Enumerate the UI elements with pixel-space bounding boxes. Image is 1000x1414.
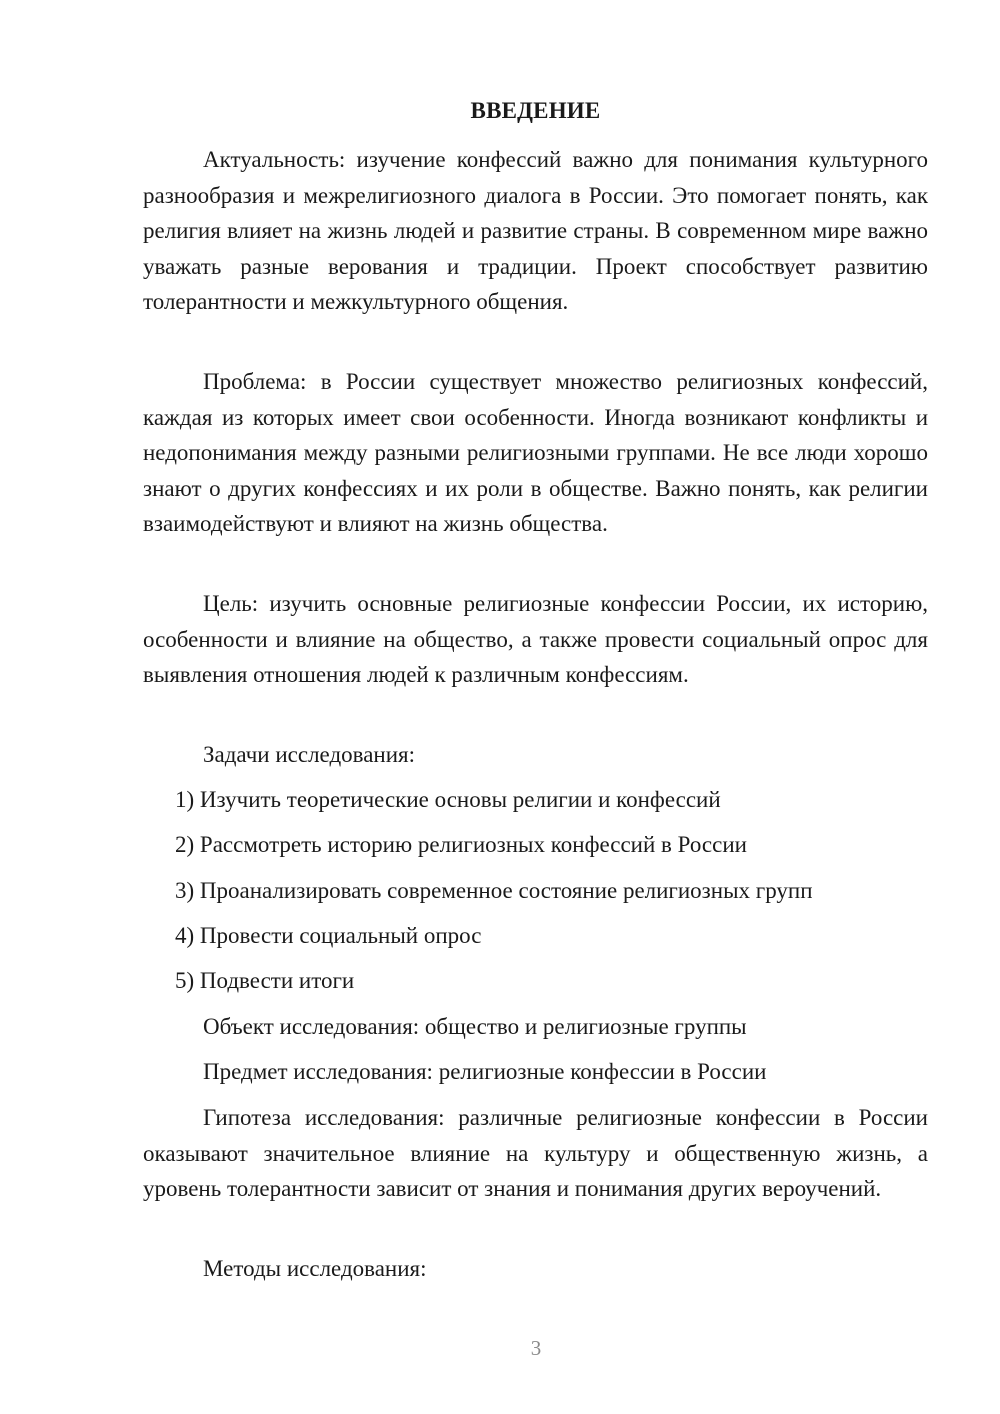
paragraph-methods: Методы исследования: — [203, 1256, 427, 1281]
paragraph-hypothesis: Гипотеза исследования: различные религиозные конфессии в России оказывают значительное влияние на культуру и общественную жизнь, а уровень толерантности зависит от знания и понимания других вероучений. — [143, 1105, 928, 1201]
tasks-heading: Задачи исследования: — [203, 742, 416, 767]
paragraph-subject: Предмет исследования: религиозные конфессии в России — [203, 1059, 767, 1084]
paragraph-goal: Цель: изучить основные религиозные конфессии России, их историю, особенности и влияние на общество, а также провести социальный опрос для выявления отношения людей к различным конфессиям. — [143, 591, 928, 687]
page-number: 3 — [530, 1336, 542, 1360]
task-item-5: 5) Подвести итоги — [175, 968, 355, 993]
task-item-3: 3) Проанализировать современное состояние религиозных групп — [175, 878, 813, 903]
paragraph-relevance: Актуальность: изучение конфессий важно для понимания культурного разнообразия и межрелигиозного диалога в России. Это помогает понять, как религия влияет на жизнь людей и развитие страны. В современном мире важно уважать разные верования и традиции. Проект способствует развитию толерантности и межкультурного общения. — [143, 147, 928, 314]
page-title: ВВЕДЕНИЕ — [470, 98, 601, 123]
paragraph-object: Объект исследования: общество и религиозные группы — [203, 1014, 747, 1039]
paragraph-problem: Проблема: в России существует множество религиозных конфессий, каждая из которых имеет свои особенности. Иногда возникают конфликты и недопонимания между разными религиозными группами. Не все люди хорошо знают о других конфессиях и их роли в обществе. Важно понять, как религии взаимодействуют и влияют на жизнь общества. — [143, 369, 928, 536]
task-item-2: 2) Рассмотреть историю религиозных конфессий в России — [175, 832, 747, 857]
task-item-4: 4) Провести социальный опрос — [175, 923, 482, 948]
task-item-1: 1) Изучить теоретические основы религии и конфессий — [175, 787, 721, 812]
